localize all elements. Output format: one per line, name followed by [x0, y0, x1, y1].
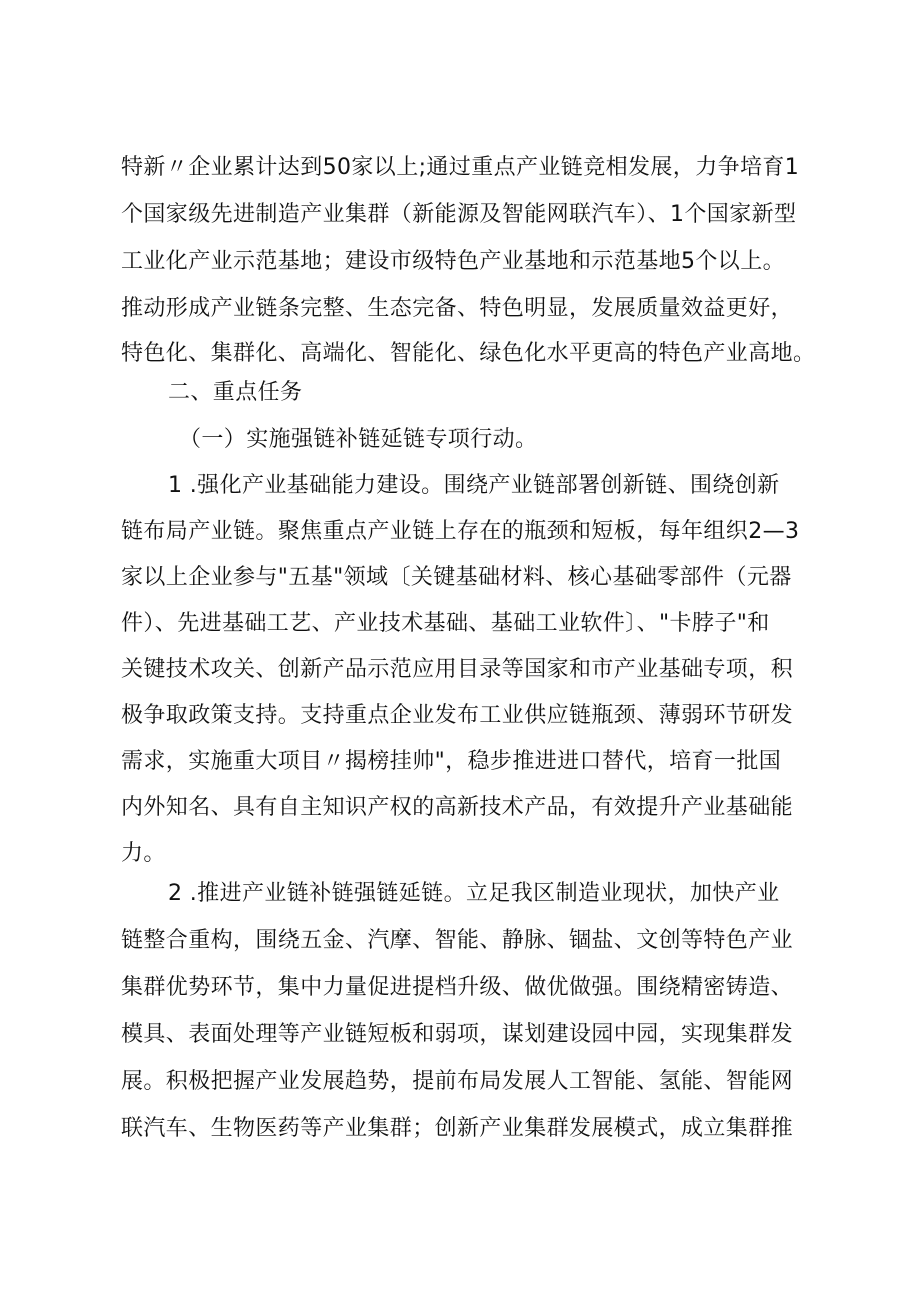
item2-line: 联汽车、生物医药等产业集群；创新产业集群发展模式，成立集群推: [121, 1116, 794, 1141]
paragraph-line: 个国家级先进制造产业集群（新能源及智能网联汽车）、1个国家新型: [121, 202, 797, 227]
subsection-heading: （一）实施强链补链延链专项行动。: [179, 427, 538, 452]
item1-line: 1 .强化产业基础能力建设。围绕产业链部署创新链、围绕创新: [168, 473, 780, 498]
item1-line: 内外知名、具有自主知识产权的高新技术产品，有效提升产业基础能: [121, 795, 794, 820]
item1-line: 力。: [121, 841, 166, 866]
paragraph-line: 工业化产业示范基地；建设市级特色产业基地和示范基地5个以上。: [121, 249, 785, 274]
item2-line: 链整合重构，围绕五金、汽摩、智能、静脉、锢盐、文创等特色产业: [121, 928, 794, 953]
item2-line: 模具、表面处理等产业链短板和弱项，谋划建设园中园，实现集群发: [121, 1022, 794, 1047]
item2-line: 集群优势环节，集中力量促进提档升级、做优做强。围绕精密铸造、: [121, 975, 794, 1000]
item2-line: 展。积极把握产业发展趋势，提前布局发展人工智能、氢能、智能网: [121, 1069, 794, 1094]
item2-line: 2 .推进产业链补链强链延链。立足我区制造业现状，加快产业: [168, 881, 780, 906]
item1-line: 关键技术攻关、创新产品示范应用目录等国家和市产业基础专项，积: [121, 657, 794, 682]
item1-line: 需求，实施重大项目〃揭榜挂帅"，稳步推进进口替代，培育一批国: [121, 749, 782, 774]
paragraph-line: 推动形成产业链条完整、生态完备、特色明显，发展质量效益更好，: [121, 296, 794, 321]
item1-line: 家以上企业参与"五基"领域〔关键基础材料、核心基础零部件（元器: [121, 565, 792, 590]
paragraph-line: 特新〃企业累计达到50家以上;通过重点产业链竞相发展，力争培育1: [121, 155, 800, 180]
item1-line: 极争取政策支持。支持重点企业发布工业供应链瓶颈、薄弱环节研发: [121, 703, 794, 728]
section-heading: 二、重点任务: [168, 380, 303, 405]
item1-line: 链布局产业链。聚焦重点产业链上存在的瓶颈和短板，每年组织2—3: [121, 519, 800, 544]
paragraph-line: 特色化、集群化、高端化、智能化、绿色化水平更高的特色产业高地。: [121, 341, 816, 366]
item1-line: 件）、先进基础工艺、产业技术基础、基础工业软件〕、"卡脖子"和: [121, 611, 770, 636]
